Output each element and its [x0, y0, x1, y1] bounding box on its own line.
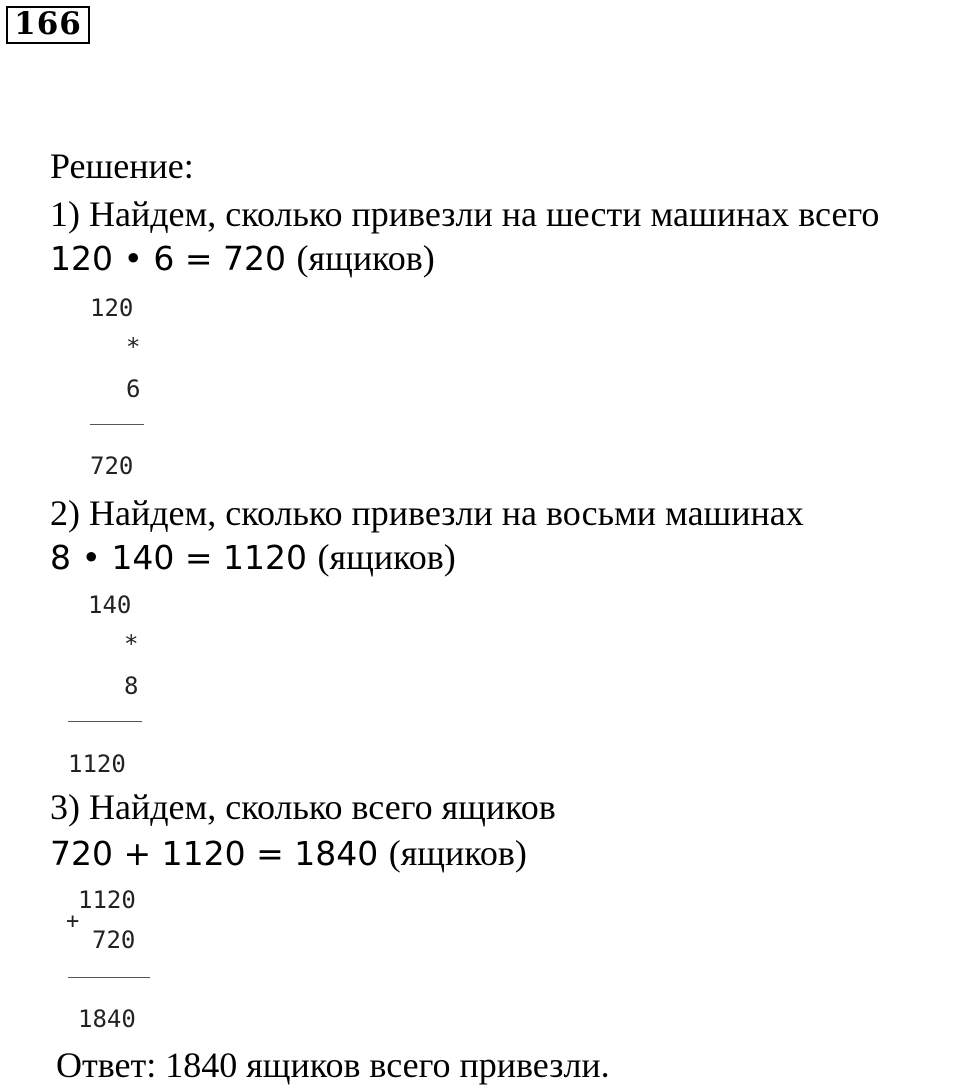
solution-label: Решение: — [50, 146, 194, 186]
step-3-unit: (ящиков) — [388, 833, 527, 873]
step-3-column-operator: + — [66, 909, 80, 934]
step-2-column-bottom: 8 — [124, 672, 139, 700]
step-2-unit: (ящиков) — [317, 537, 456, 577]
step-1-column-operator: * — [126, 333, 141, 361]
step-2-expression — [50, 537, 456, 578]
step-3-heading: 3) Найдем, сколько всего ящиков — [50, 787, 556, 827]
step-1-column-line — [90, 424, 144, 425]
step-1-column-bottom: 6 — [126, 375, 141, 403]
step-1-equation: 120 • 6 = 720 — [50, 239, 287, 278]
step-3-column-result: 1840 — [78, 1005, 136, 1033]
step-1-column-top: 120 — [90, 294, 134, 322]
step-3-column-bottom: 720 — [92, 926, 136, 954]
step-3-column-top: 1120 — [78, 886, 136, 914]
step-1-heading: 1) Найдем, сколько привезли на шести машинах всего — [50, 194, 880, 234]
step-2-column-operator: * — [124, 630, 139, 658]
step-1-column-result: 720 — [90, 452, 134, 480]
step-2-heading: 2) Найдем, сколько привезли на восьми машинах — [50, 493, 804, 533]
step-2-column-line — [68, 721, 142, 722]
step-3-expression — [50, 833, 527, 874]
step-2-equation: 8 • 140 = 1120 — [50, 538, 308, 577]
step-1-unit: (ящиков) — [296, 238, 435, 278]
step-2-column-top: 140 — [88, 591, 132, 619]
problem-number: 166 — [6, 6, 90, 44]
step-1-expression — [50, 238, 435, 279]
step-3-column-line — [68, 977, 150, 978]
step-3-equation: 720 + 1120 = 1840 — [50, 834, 379, 873]
answer: Ответ: 1840 ящиков всего привезли. — [56, 1045, 610, 1085]
step-2-column-result: 1120 — [68, 750, 126, 778]
